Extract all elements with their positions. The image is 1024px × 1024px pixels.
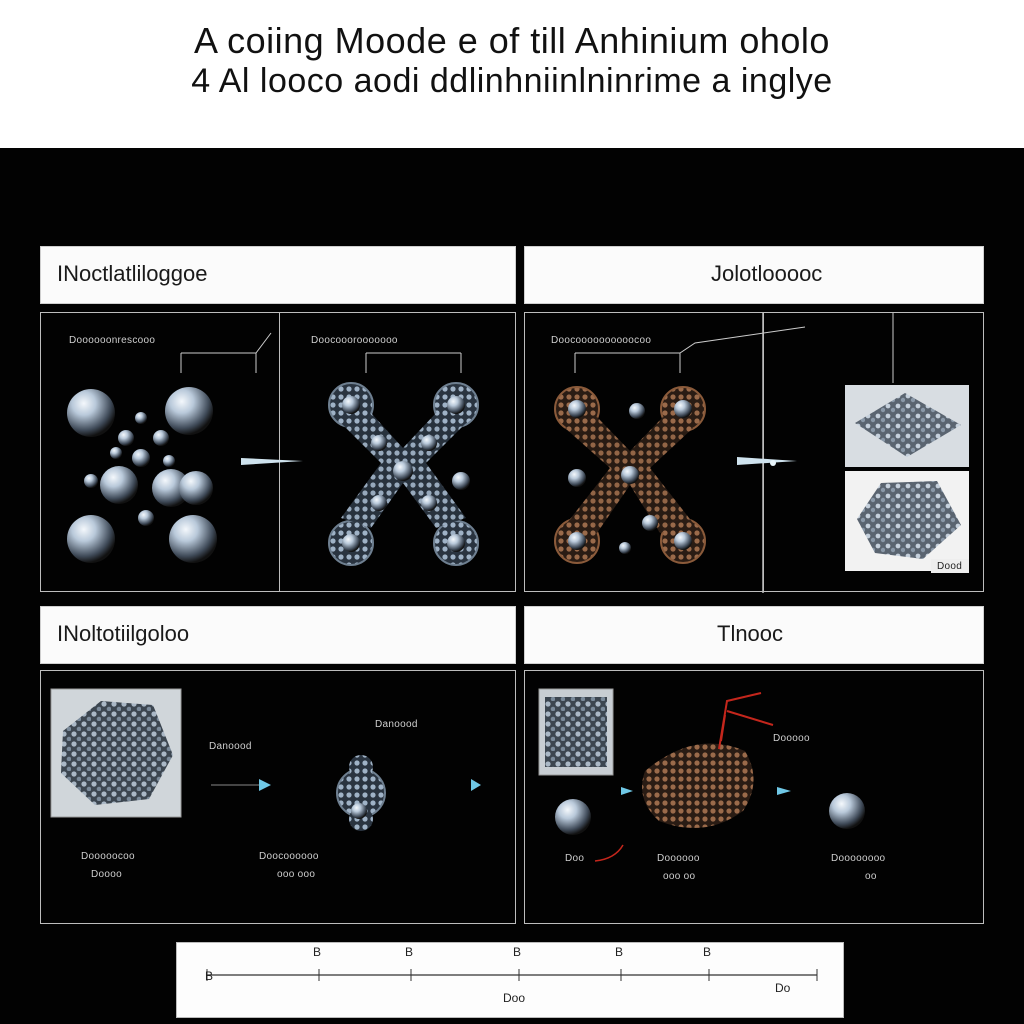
arrow-icon xyxy=(241,458,303,465)
arrow-icon xyxy=(737,457,797,465)
timeline-tick-label: B xyxy=(703,945,712,959)
arrow-icon xyxy=(471,779,481,791)
spiky-particle xyxy=(337,755,385,831)
annotation-label: Doo xyxy=(565,853,585,864)
bronze-aggregate xyxy=(642,743,753,828)
panel-bottom-right-heading xyxy=(524,606,984,664)
bronze-cluster xyxy=(555,387,705,563)
panel-bottom-right-body xyxy=(524,670,984,924)
timeline-tick-label: B xyxy=(615,945,624,959)
sphere xyxy=(829,793,865,829)
annotation-label: Doooo xyxy=(91,869,122,880)
annotation-label: Danoood xyxy=(375,719,418,730)
timeline-axis xyxy=(177,943,845,1019)
spiky-cluster xyxy=(329,383,478,565)
process-illustration xyxy=(41,671,517,925)
annotation-label: Doocoooooo xyxy=(259,851,319,862)
panel-top-left-body xyxy=(40,312,516,592)
panel-heading-text: INoctlatliloggoe xyxy=(57,261,208,286)
sphere xyxy=(179,471,213,505)
subpanel-caption: Doocooorooooooo xyxy=(311,335,398,346)
panel-heading-text: INoltotiilgoloo xyxy=(57,621,190,646)
arrow-icon xyxy=(777,787,791,795)
annotation-label: Dooooo xyxy=(773,733,810,744)
arrow-icon xyxy=(259,779,271,791)
timeline-left-label: B xyxy=(205,969,214,983)
timeline-tick-label: B xyxy=(313,945,322,959)
annotation-label: Dooooocoo xyxy=(81,851,135,862)
photo-caption: Dood xyxy=(937,561,963,572)
sphere xyxy=(67,515,115,563)
panel-top-right-body xyxy=(524,312,984,592)
nanoparticle-illustration xyxy=(525,313,985,593)
panel-bottom-left-body xyxy=(40,670,516,924)
figure-title-line-1: A coiing Moode e of till Anhinium oholo xyxy=(194,20,830,61)
panel-bottom-left-heading xyxy=(40,606,516,664)
panel-top-right-heading xyxy=(524,246,984,304)
arrow-icon xyxy=(621,787,633,795)
annotation-label: Doooooooo xyxy=(831,853,886,864)
sphere xyxy=(100,466,138,504)
figure-header xyxy=(0,0,1024,148)
panel-top-left-heading xyxy=(40,246,516,304)
sphere xyxy=(67,389,115,437)
timeline-strip xyxy=(176,942,844,1018)
nanoparticle-illustration xyxy=(41,313,517,593)
panel-heading-text: Tlnooc xyxy=(717,621,784,646)
annotation-label: ooo ooo xyxy=(277,869,316,880)
timeline-bottom-label: Doo xyxy=(503,991,526,1005)
sphere xyxy=(165,387,213,435)
figure-title-line-2: 4 Al looco aodi ddlinhniinlninrime a inglye xyxy=(191,62,833,100)
panel-heading-text: Jolotlooooc xyxy=(711,261,823,286)
annotation-label: Doooooo xyxy=(657,853,700,864)
red-pointer xyxy=(719,693,773,749)
timeline-tick-label: B xyxy=(513,945,522,959)
annotation-label: ooo oo xyxy=(663,871,696,882)
annotation-label: Danoood xyxy=(209,741,252,752)
subpanel-caption: Doocoooooooooocoo xyxy=(551,335,652,346)
subpanel-caption: Doooooonrescooo xyxy=(69,335,156,346)
timeline-right-label: Do xyxy=(775,981,791,995)
timeline-tick-label: B xyxy=(405,945,414,959)
sphere xyxy=(169,515,217,563)
annotation-label: oo xyxy=(865,871,877,882)
sphere xyxy=(555,799,591,835)
process-illustration xyxy=(525,671,985,925)
